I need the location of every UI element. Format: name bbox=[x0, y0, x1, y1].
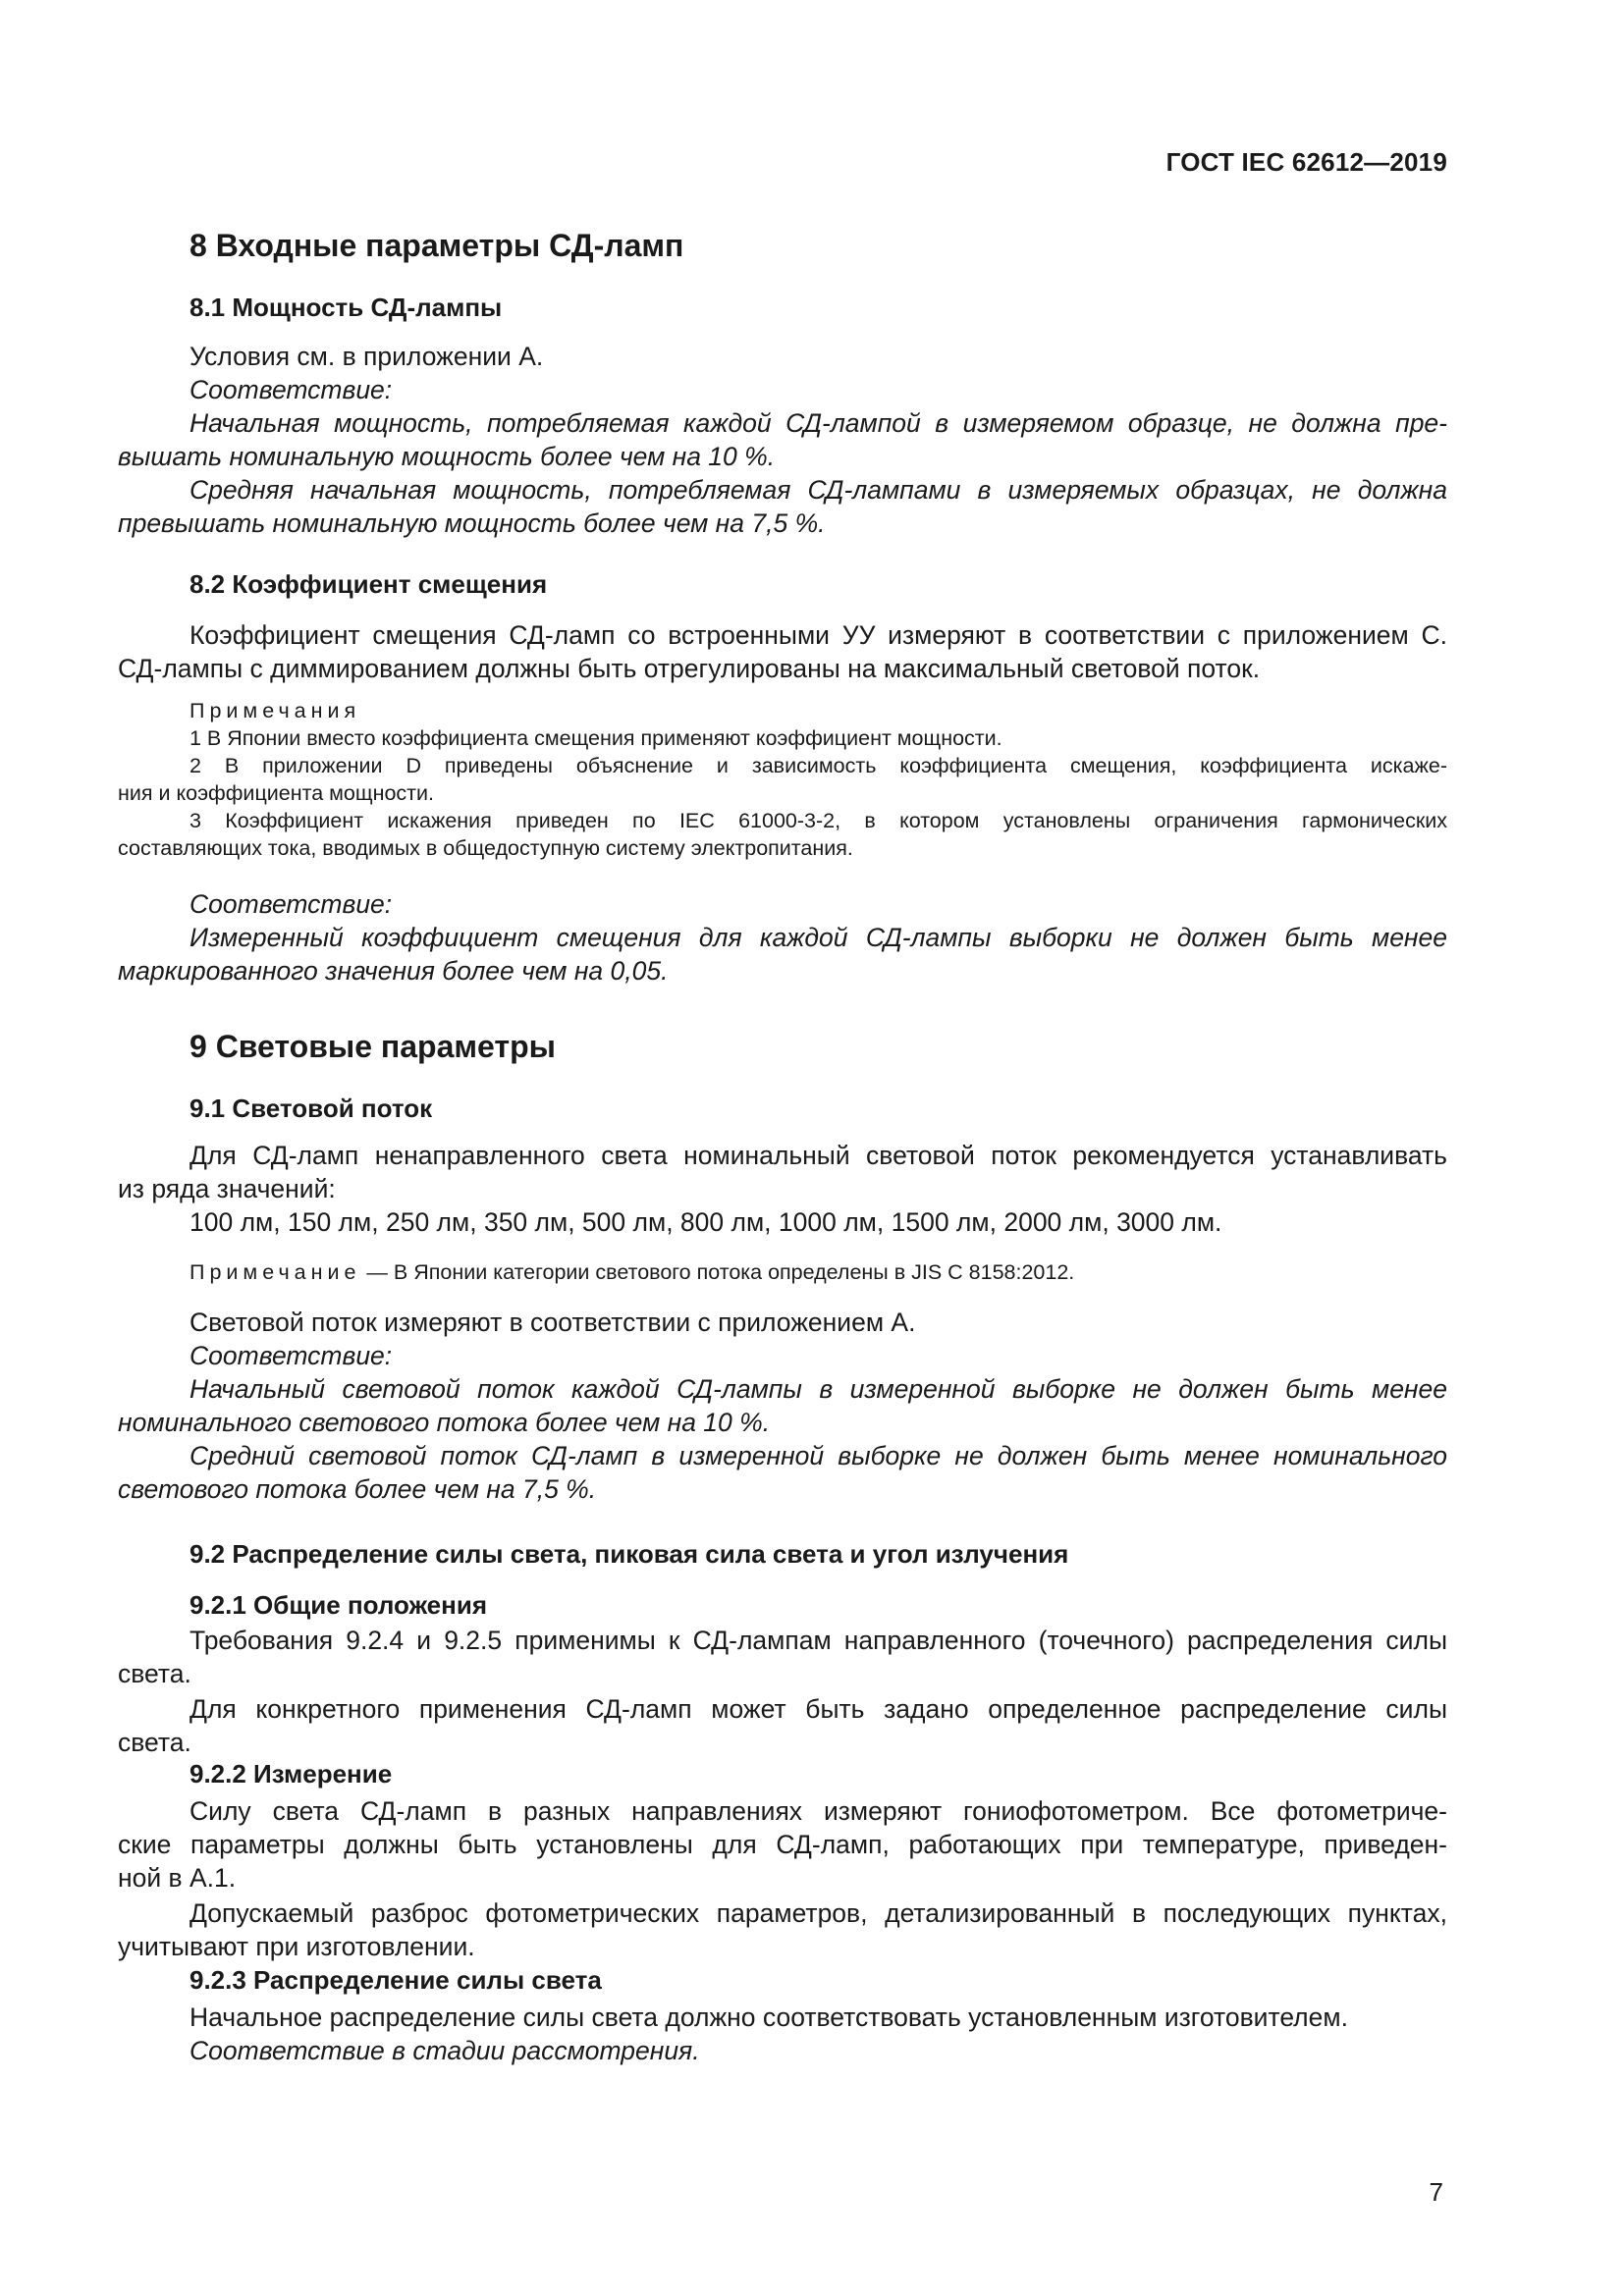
paragraph: Начальное распределение силы света должно соответствовать установленным изготовителем. bbox=[189, 2002, 1348, 2032]
compliance-text: Соответствие в стадии рассмотрения. bbox=[189, 2036, 700, 2065]
compliance-text: светового потока более чем на 7,5 %. bbox=[118, 1474, 597, 1504]
paragraph: ной в А.1. bbox=[118, 1863, 237, 1893]
paragraph: из ряда значений: bbox=[118, 1174, 336, 1203]
section-9-1-heading: 9.1 Световой поток bbox=[189, 1094, 433, 1123]
paragraph: света. bbox=[118, 1659, 191, 1688]
section-9-2-heading: 9.2 Распределение силы света, пиковая сила света и угол излучения bbox=[189, 1539, 1069, 1569]
section-9-2-1-heading: 9.2.1 Общие положения bbox=[189, 1590, 487, 1620]
standard-header: ГОСТ IEC 62612—2019 bbox=[1165, 147, 1447, 177]
compliance-text: Средний световой поток СД-ламп в измеренной выборке не должен быть менее номинального bbox=[189, 1441, 1447, 1470]
paragraph: Допускаемый разброс фотометрических параметров, детализированный в последующих пунктах, bbox=[189, 1898, 1447, 1928]
note-label: Примечание bbox=[189, 1260, 361, 1284]
note-text: — В Японии категории светового потока определены в JIS С 8158:2012. bbox=[360, 1260, 1075, 1284]
compliance-text: вышать номинальную мощность более чем на 10 %. bbox=[118, 442, 776, 471]
compliance-text: Средняя начальная мощность, потребляемая СД-лампами в измеряемых образцах, не должна bbox=[189, 475, 1447, 505]
compliance-text: Начальный световой поток каждой СД-лампы в измеренной выборке не должен быть менее bbox=[189, 1374, 1447, 1404]
section-9-heading: 9 Световые параметры bbox=[189, 1029, 556, 1064]
paragraph: света. bbox=[118, 1728, 191, 1757]
section-9-2-2-heading: 9.2.2 Измерение bbox=[189, 1759, 393, 1789]
note-text: составляющих тока, вводимых в общедоступную систему электропитания. bbox=[118, 836, 853, 860]
note-line bbox=[189, 1258, 1447, 1286]
section-8-1-heading: 8.1 Мощность СД-лампы bbox=[189, 293, 503, 322]
paragraph: ские параметры должны быть установлены для СД-ламп, работающих при температуре, приведен- bbox=[118, 1830, 1447, 1859]
notes-title: Примечания bbox=[189, 699, 361, 722]
page-number: 7 bbox=[1429, 2177, 1443, 2207]
compliance-label: Соответствие: bbox=[189, 375, 393, 404]
compliance-text: Начальная мощность, потребляемая каждой СД-лампой в измеряемом образце, не должна пре- bbox=[189, 408, 1447, 438]
note-text: ния и коэффициента мощности. bbox=[118, 781, 434, 805]
note-text: 2 В приложении D приведены объяснение и зависимость коэффициента смещения, коэффициента искаже- bbox=[189, 754, 1447, 777]
paragraph: Коэффициент смещения СД-ламп со встроенными УУ измеряют в соответствии с приложением С. bbox=[189, 620, 1447, 650]
note-text: 3 Коэффициент искажения приведен по IEC 61000-3-2, в котором установлены ограничения гармонических bbox=[189, 809, 1447, 832]
compliance-text: маркированного значения более чем на 0,05. bbox=[118, 956, 669, 986]
paragraph: Для СД-ламп ненаправленного света номинальный световой поток рекомендуется устанавливать bbox=[189, 1141, 1447, 1170]
compliance-text: номинального светового потока более чем на 10 %. bbox=[118, 1408, 771, 1437]
paragraph: СД-лампы с диммированием должны быть отрегулированы на максимальный световой поток. bbox=[118, 654, 1261, 683]
compliance-text: превышать номинальную мощность более чем на 7,5 %. bbox=[118, 508, 826, 538]
paragraph: Силу света СД-ламп в разных направлениях измеряют гониофотометром. Все фотометриче- bbox=[189, 1796, 1447, 1826]
paragraph: Условия см. в приложении А. bbox=[189, 342, 544, 371]
section-9-2-3-heading: 9.2.3 Распределение силы света bbox=[189, 1965, 602, 1995]
paragraph: 100 лм, 150 лм, 250 лм, 350 лм, 500 лм, 800 лм, 1000 лм, 1500 лм, 2000 лм, 3000 лм. bbox=[189, 1207, 1222, 1237]
compliance-label: Соответствие: bbox=[189, 889, 393, 919]
note-text: 1 В Японии вместо коэффициента смещения применяют коэффициент мощности. bbox=[189, 726, 1002, 750]
paragraph: Требования 9.2.4 и 9.2.5 применимы к СД-лампам направленного (точечного) распределения силы bbox=[189, 1626, 1447, 1655]
paragraph: учитывают при изготовлении. bbox=[118, 1932, 475, 1961]
compliance-label: Соответствие: bbox=[189, 1341, 393, 1370]
paragraph: Световой поток измеряют в соответствии с приложением А. bbox=[189, 1308, 916, 1337]
compliance-text: Измеренный коэффициент смещения для каждой СД-лампы выборки не должен быть менее bbox=[189, 923, 1447, 952]
section-8-2-heading: 8.2 Коэффициент смещения bbox=[189, 569, 548, 599]
paragraph: Для конкретного применения СД-ламп может быть задано определенное распределение силы bbox=[189, 1694, 1447, 1724]
section-8-heading: 8 Входные параметры СД-ламп bbox=[189, 228, 684, 263]
